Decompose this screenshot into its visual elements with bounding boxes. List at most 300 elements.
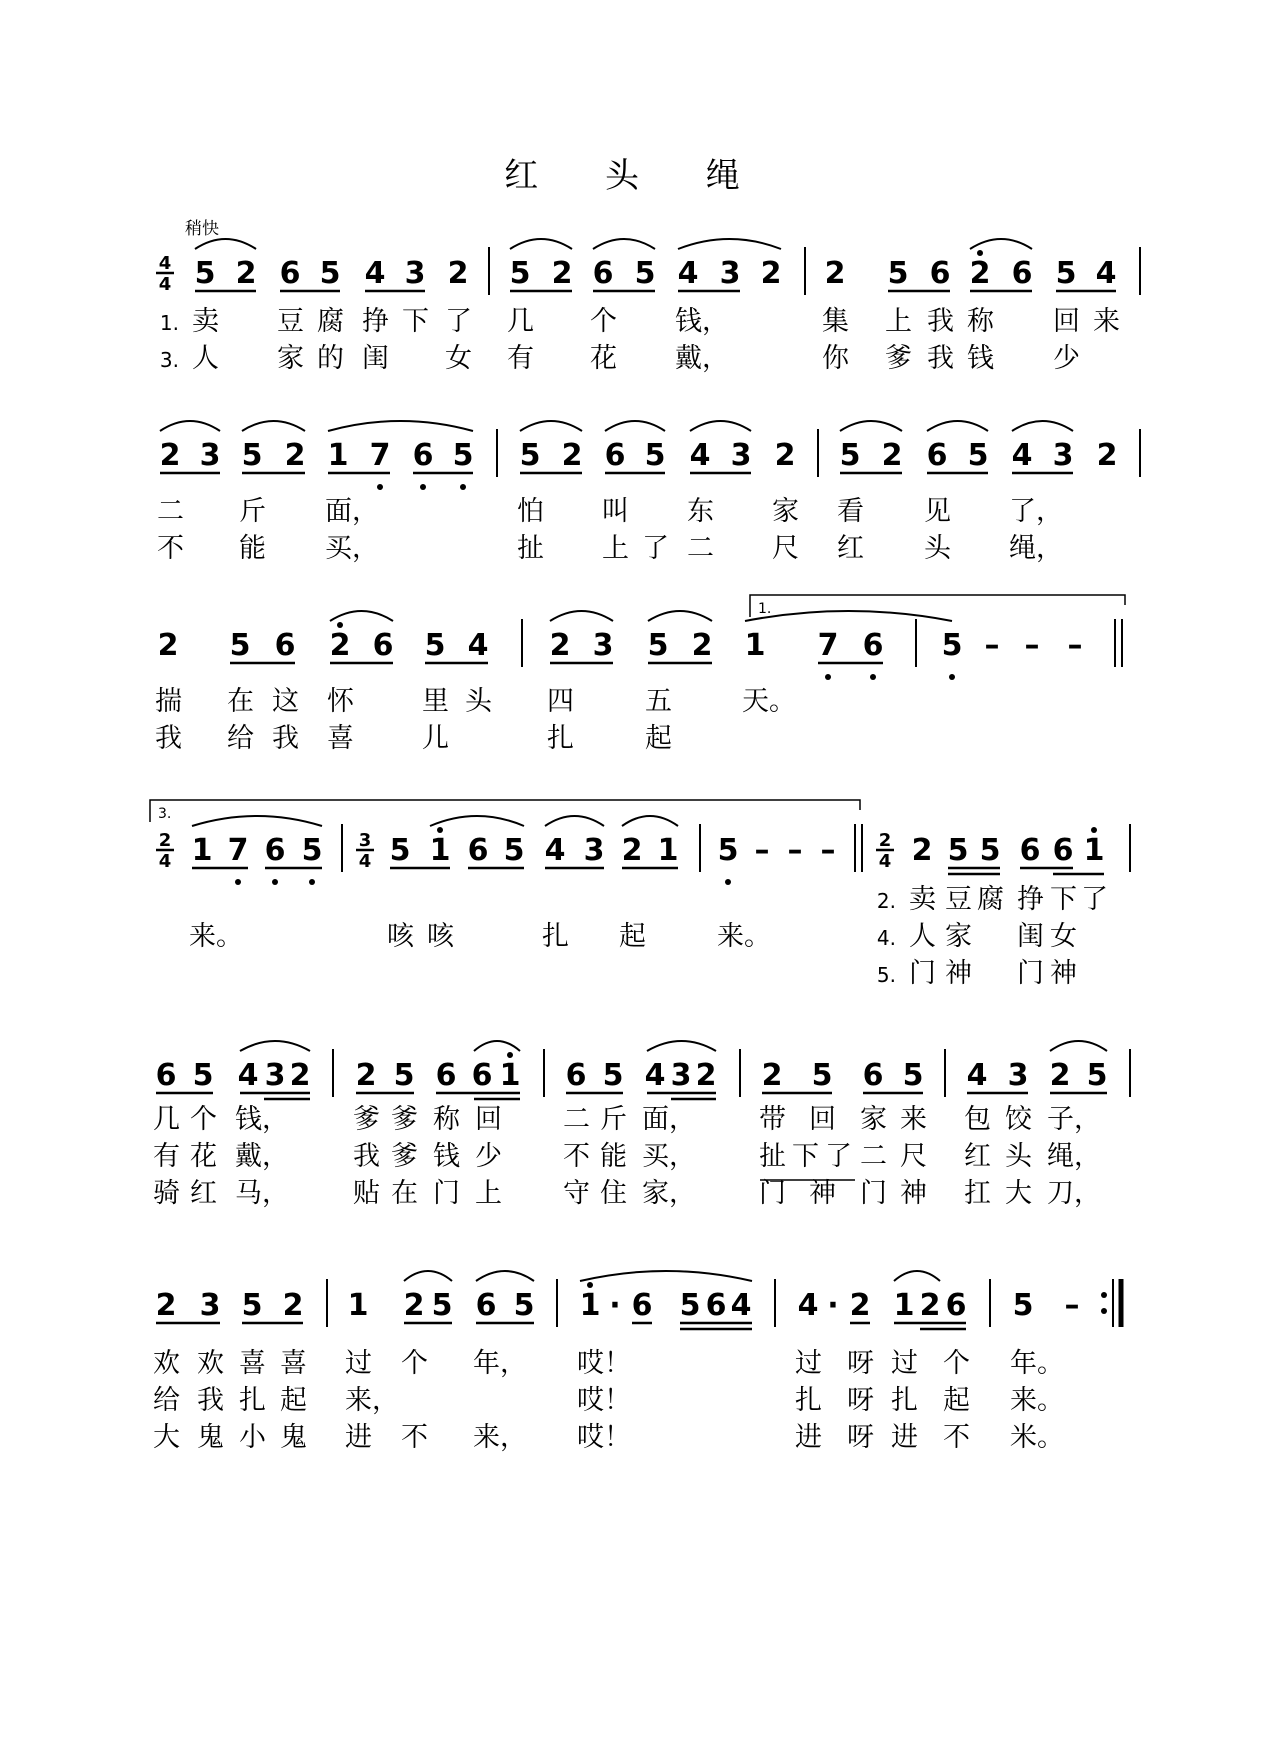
note: 5 — [679, 1288, 701, 1323]
lyric-char: 闺 — [1017, 921, 1044, 952]
note: 5 — [602, 1058, 624, 1093]
note: 3 — [199, 1288, 221, 1323]
lyric-char: 过 — [345, 1348, 372, 1379]
note: 7 — [817, 628, 839, 663]
note: 4 — [544, 833, 566, 868]
lyric-char: 住 — [600, 1178, 627, 1209]
lyric-char: 怀 — [327, 686, 354, 717]
lyric-char: 了 — [1081, 884, 1108, 915]
note: 5 — [887, 256, 909, 291]
lyric-char: 神 — [1050, 958, 1077, 989]
note: 5 — [634, 256, 656, 291]
lyric-char: 哎！ — [577, 1422, 631, 1453]
lyric-char: 门 — [860, 1178, 887, 1209]
octave-dot-low — [870, 674, 876, 680]
time-signature-top: 2 — [158, 830, 172, 851]
note: 1 — [1083, 833, 1105, 868]
lyric-char: 二 — [563, 1104, 590, 1135]
note: 2 — [157, 628, 179, 663]
lyric-char: 豆 — [945, 884, 972, 915]
note: 2 — [355, 1058, 377, 1093]
lyric-char: 小 — [239, 1422, 266, 1453]
lyric-char: 欢 — [153, 1348, 180, 1379]
lyric-char: 人 — [909, 921, 936, 952]
lyric-char: 钱 — [967, 343, 994, 374]
lyric-char: 子， — [1047, 1104, 1101, 1135]
lyric-char: 呀 — [847, 1348, 874, 1379]
lyric-char: 神 — [809, 1178, 836, 1209]
lyric-char: 家 — [772, 496, 799, 527]
note: 3 — [264, 1058, 286, 1093]
note: 5 — [1055, 256, 1077, 291]
lyric-char: 斤 — [600, 1104, 627, 1135]
lyric-char: 爹 — [391, 1141, 418, 1172]
note: – — [1064, 1288, 1080, 1323]
lyric-char: 二 — [860, 1141, 887, 1172]
note: 5 — [393, 1058, 415, 1093]
slur — [476, 1271, 534, 1281]
lyric-char: 戴， — [675, 343, 729, 374]
note: 5 — [194, 256, 216, 291]
lyric-char: 门 — [909, 958, 936, 989]
lyric-char: 的 — [317, 343, 344, 374]
lyric-char: 红 — [964, 1141, 991, 1172]
note: 5 — [452, 438, 474, 473]
octave-dot-high — [587, 1282, 593, 1288]
lyric-char: 了 — [642, 533, 669, 564]
note: 1 — [191, 833, 213, 868]
lyric-char: 儿 — [422, 723, 449, 754]
note: 6 — [929, 256, 951, 291]
lyric-char: 挣 — [1017, 884, 1044, 915]
lyric-char: 大 — [153, 1422, 180, 1453]
note: 5 — [424, 628, 446, 663]
note: 2 — [761, 1058, 783, 1093]
lyric-char: 绳， — [1047, 1141, 1101, 1172]
lyric-char: 进 — [891, 1422, 918, 1453]
lyric-char: 戴， — [235, 1141, 289, 1172]
lyric-char: 家， — [642, 1178, 696, 1209]
time-signature-bottom: 4 — [158, 851, 172, 872]
lyric-char: 叫 — [602, 496, 629, 527]
slur — [690, 421, 751, 431]
lyric-char: 个 — [190, 1104, 217, 1135]
note: 6 — [1011, 256, 1033, 291]
note: – — [984, 628, 1000, 663]
lyric-char: 进 — [795, 1422, 822, 1453]
note: 5 — [811, 1058, 833, 1093]
note: · — [827, 1288, 839, 1323]
note: – — [820, 833, 836, 868]
lyric-char: 面， — [325, 496, 379, 527]
note: 2 — [329, 628, 351, 663]
lyric-char: 斤 — [239, 496, 266, 527]
note: 5 — [389, 833, 411, 868]
note: 4 — [364, 256, 386, 291]
note: 1 — [429, 833, 451, 868]
lyric-char: 骑 — [153, 1178, 180, 1209]
note: 4 — [689, 438, 711, 473]
note: 5 — [431, 1288, 453, 1323]
lyric-char: 里 — [422, 686, 449, 717]
lyric-char: 神 — [945, 958, 972, 989]
lyric-char: 称 — [433, 1104, 460, 1135]
lyric-char: 守 — [563, 1178, 590, 1209]
octave-dot-high — [337, 622, 343, 628]
note: 4 — [644, 1058, 666, 1093]
lyric-char: 买， — [325, 533, 379, 564]
lyric-char: 见 — [924, 496, 951, 527]
lyric-char: 卖 — [192, 306, 219, 337]
note: 1 — [499, 1058, 521, 1093]
note: 2 — [919, 1288, 941, 1323]
verse-number: 5. — [876, 963, 896, 987]
note: 3 — [1007, 1058, 1029, 1093]
lyric-char: 米。 — [1010, 1422, 1064, 1453]
lyric-char: 年， — [473, 1348, 527, 1379]
lyric-char: 你 — [822, 343, 849, 374]
lyric-char: 人 — [192, 343, 219, 374]
lyric-char: 头 — [1005, 1141, 1032, 1172]
octave-dot-low — [420, 484, 426, 490]
note: 5 — [1086, 1058, 1108, 1093]
lyric-char: 来， — [345, 1385, 399, 1416]
slur — [605, 421, 665, 431]
lyric-char: 少 — [1053, 343, 1080, 374]
lyric-char: 了 — [445, 306, 472, 337]
lyric-char: 来， — [473, 1422, 527, 1453]
note: 2 — [561, 438, 583, 473]
octave-dot-low — [725, 879, 731, 885]
time-signature-bottom: 4 — [358, 851, 372, 872]
lyric-char: 哎！ — [577, 1348, 631, 1379]
lyric-char: 扎 — [239, 1385, 266, 1416]
note: 5 — [301, 833, 323, 868]
lyric-char: 喜 — [239, 1348, 266, 1379]
note: 6 — [412, 438, 434, 473]
lyric-char: 不 — [157, 533, 184, 564]
lyric-char: 家 — [277, 343, 304, 374]
note: 2 — [881, 438, 903, 473]
note: 5 — [241, 438, 263, 473]
lyric-char: 二 — [687, 533, 714, 564]
lyric-char: 天。 — [742, 686, 796, 717]
lyric-char: 尺 — [900, 1141, 927, 1172]
note: 3 — [719, 256, 741, 291]
lyric-char: 呀 — [847, 1385, 874, 1416]
note: 5 — [717, 833, 739, 868]
song-title: 红 头 绳 — [504, 156, 768, 196]
note: 6 — [467, 833, 489, 868]
octave-dot-low — [825, 674, 831, 680]
lyric-char: 这 — [272, 686, 299, 717]
slur — [550, 611, 613, 621]
lyric-char: 扯 — [517, 533, 544, 564]
lyric-char: 豆 — [277, 306, 304, 337]
lyric-char: 起 — [619, 921, 646, 952]
lyric-char: 起 — [280, 1385, 307, 1416]
slur — [580, 1271, 752, 1281]
note: 5 — [1012, 1288, 1034, 1323]
lyric-char: 年。 — [1010, 1348, 1064, 1379]
time-signature-bottom: 4 — [878, 851, 892, 872]
note: 3 — [670, 1058, 692, 1093]
note: – — [787, 833, 803, 868]
note: 4 — [966, 1058, 988, 1093]
note: 2 — [969, 256, 991, 291]
note: 3 — [1052, 438, 1074, 473]
lyric-char: 扛 — [964, 1178, 991, 1209]
note: 5 — [979, 833, 1001, 868]
lyric-char: 女 — [445, 343, 472, 374]
lyric-char: 呀 — [847, 1422, 874, 1453]
lyric-char: 腐 — [977, 884, 1004, 915]
lyric-char: 了 — [825, 1141, 852, 1172]
slur — [160, 421, 220, 431]
lyric-char: 不 — [401, 1422, 428, 1453]
lyric-char: 扎 — [795, 1385, 822, 1416]
slur — [678, 239, 781, 249]
note: 5 — [839, 438, 861, 473]
volta-label: 3. — [158, 806, 172, 822]
lyric-char: 头 — [465, 686, 492, 717]
note: – — [754, 833, 770, 868]
verse-number: 4. — [876, 926, 896, 950]
note: 1 — [327, 438, 349, 473]
note: 5 — [319, 256, 341, 291]
octave-dot-high — [1091, 827, 1097, 833]
note: 6 — [705, 1288, 727, 1323]
lyric-char: 爹 — [353, 1104, 380, 1135]
note: 5 — [192, 1058, 214, 1093]
note: 5 — [644, 438, 666, 473]
lyric-char: 几 — [507, 306, 534, 337]
slur — [510, 239, 572, 249]
lyric-char: 几 — [153, 1104, 180, 1135]
lyric-char: 扎 — [547, 723, 574, 754]
repeat-dot — [1101, 1308, 1107, 1314]
note: 4 — [730, 1288, 752, 1323]
lyric-char: 在 — [391, 1178, 418, 1209]
lyric-char: 进 — [345, 1422, 372, 1453]
lyric-char: 头 — [924, 533, 951, 564]
slur — [242, 421, 305, 431]
lyric-char: 马， — [235, 1178, 289, 1209]
slur — [840, 421, 902, 431]
note: 1 — [657, 833, 679, 868]
lyric-char: 少 — [475, 1141, 502, 1172]
note: 2 — [289, 1058, 311, 1093]
lyric-char: 能 — [600, 1141, 627, 1172]
lyric-char: 红 — [837, 533, 864, 564]
note: 5 — [503, 833, 525, 868]
octave-dot-low — [377, 484, 383, 490]
note: 2 — [447, 256, 469, 291]
note: 4 — [797, 1288, 819, 1323]
lyric-char: 来 — [900, 1104, 927, 1135]
lyric-char: 起 — [943, 1385, 970, 1416]
lyric-char: 花 — [590, 343, 617, 374]
note: 6 — [1019, 833, 1041, 868]
lyric-char: 欢 — [197, 1348, 224, 1379]
volta-label: 1. — [758, 601, 772, 617]
note: 6 — [945, 1288, 967, 1323]
note: 2 — [621, 833, 643, 868]
note: – — [1067, 628, 1083, 663]
lyric-char: 绳， — [1009, 533, 1063, 564]
note: 4 — [1095, 256, 1117, 291]
lyric-char: 我 — [353, 1141, 380, 1172]
verse-number: 1. — [159, 311, 179, 335]
lyric-char: 喜 — [280, 1348, 307, 1379]
lyric-char: 不 — [943, 1422, 970, 1453]
note: 6 — [631, 1288, 653, 1323]
note: 6 — [592, 256, 614, 291]
lyric-char: 红 — [190, 1178, 217, 1209]
slur — [1012, 421, 1073, 431]
note: 3 — [404, 256, 426, 291]
note: 2 — [911, 833, 933, 868]
note: 6 — [372, 628, 394, 663]
volta-bracket — [750, 595, 1125, 617]
note: 6 — [926, 438, 948, 473]
note: 6 — [279, 256, 301, 291]
lyric-char: 来。 — [1010, 1385, 1064, 1416]
note: 3 — [592, 628, 614, 663]
lyric-char: 有 — [507, 343, 534, 374]
note: 4 — [237, 1058, 259, 1093]
lyric-char: 家 — [945, 921, 972, 952]
slur — [745, 611, 952, 621]
lyric-char: 鬼 — [197, 1422, 224, 1453]
slur — [622, 816, 678, 826]
lyric-char: 刀， — [1047, 1178, 1101, 1209]
lyric-char: 买， — [642, 1141, 696, 1172]
note: 7 — [369, 438, 391, 473]
lyric-char: 上 — [475, 1178, 502, 1209]
lyric-char: 贴 — [353, 1178, 380, 1209]
note: 5 — [509, 256, 531, 291]
lyric-char: 带 — [759, 1104, 786, 1135]
lyric-char: 爹 — [885, 343, 912, 374]
lyric-char: 腐 — [317, 306, 344, 337]
note: 6 — [604, 438, 626, 473]
lyric-char: 钱， — [235, 1104, 289, 1135]
note: 2 — [849, 1288, 871, 1323]
lyric-char: 怕 — [517, 496, 544, 527]
note: 5 — [229, 628, 251, 663]
note: 2 — [549, 628, 571, 663]
lyric-char: 喜 — [327, 723, 354, 754]
octave-dot-high — [437, 827, 443, 833]
note: 3 — [199, 438, 221, 473]
tempo-marking: 稍快 — [185, 219, 219, 239]
lyric-char: 花 — [190, 1141, 217, 1172]
slur — [330, 611, 393, 621]
note: 2 — [159, 438, 181, 473]
octave-dot-low — [309, 879, 315, 885]
lyric-char: 家 — [860, 1104, 887, 1135]
octave-dot-high — [977, 250, 983, 256]
lyric-char: 我 — [927, 306, 954, 337]
lyric-char: 来。 — [189, 921, 243, 952]
lyric-char: 回 — [809, 1104, 836, 1135]
lyric-char: 个 — [590, 306, 617, 337]
slur — [927, 421, 988, 431]
time-signature-top: 4 — [158, 253, 172, 274]
lyric-char: 闺 — [362, 343, 389, 374]
lyric-char: 爹 — [391, 1104, 418, 1135]
time-signature-bottom: 4 — [158, 274, 172, 295]
octave-dot-low — [460, 484, 466, 490]
lyric-char: 回 — [475, 1104, 502, 1135]
lyric-char: 不 — [563, 1141, 590, 1172]
lyric-char: 扎 — [891, 1385, 918, 1416]
note: 5 — [241, 1288, 263, 1323]
lyric-char: 门 — [1017, 958, 1044, 989]
note: 6 — [475, 1288, 497, 1323]
note: 2 — [282, 1288, 304, 1323]
note: 2 — [1049, 1058, 1071, 1093]
lyric-char: 挣 — [362, 306, 389, 337]
slur — [240, 1041, 310, 1051]
lyric-char: 我 — [197, 1385, 224, 1416]
lyric-char: 扎 — [542, 921, 569, 952]
lyric-char: 四 — [547, 686, 574, 717]
lyric-char: 鬼 — [280, 1422, 307, 1453]
note: – — [1024, 628, 1040, 663]
lyric-char: 上 — [602, 533, 629, 564]
slur — [970, 239, 1032, 249]
note: 6 — [565, 1058, 587, 1093]
note: 5 — [967, 438, 989, 473]
lyric-char: 集 — [822, 306, 849, 337]
time-signature-top: 3 — [358, 830, 372, 851]
lyric-char: 下 — [792, 1141, 819, 1172]
note: 6 — [862, 1058, 884, 1093]
note: 5 — [902, 1058, 924, 1093]
note: 2 — [695, 1058, 717, 1093]
lyric-char: 我 — [155, 723, 182, 754]
lyric-char: 过 — [795, 1348, 822, 1379]
lyric-char: 二 — [157, 496, 184, 527]
note: 5 — [519, 438, 541, 473]
slur — [404, 1271, 452, 1281]
lyric-char: 东 — [687, 496, 714, 527]
slur — [474, 1041, 520, 1051]
slur — [647, 1041, 716, 1051]
slur — [545, 816, 604, 826]
note: 2 — [760, 256, 782, 291]
note: 6 — [274, 628, 296, 663]
note: 1 — [347, 1288, 369, 1323]
lyric-char: 过 — [891, 1348, 918, 1379]
lyric-char: 包 — [964, 1104, 991, 1135]
note: 2 — [551, 256, 573, 291]
lyric-char: 称 — [967, 306, 994, 337]
lyric-char: 门 — [759, 1178, 786, 1209]
lyric-char: 来。 — [717, 921, 771, 952]
slur — [520, 421, 582, 431]
note: 4 — [1011, 438, 1033, 473]
lyric-char: 大 — [1005, 1178, 1032, 1209]
note: 4 — [677, 256, 699, 291]
note: 2 — [235, 256, 257, 291]
note: 2 — [824, 256, 846, 291]
note: 1 — [893, 1288, 915, 1323]
lyric-char: 给 — [153, 1385, 180, 1416]
lyric-char: 上 — [885, 306, 912, 337]
